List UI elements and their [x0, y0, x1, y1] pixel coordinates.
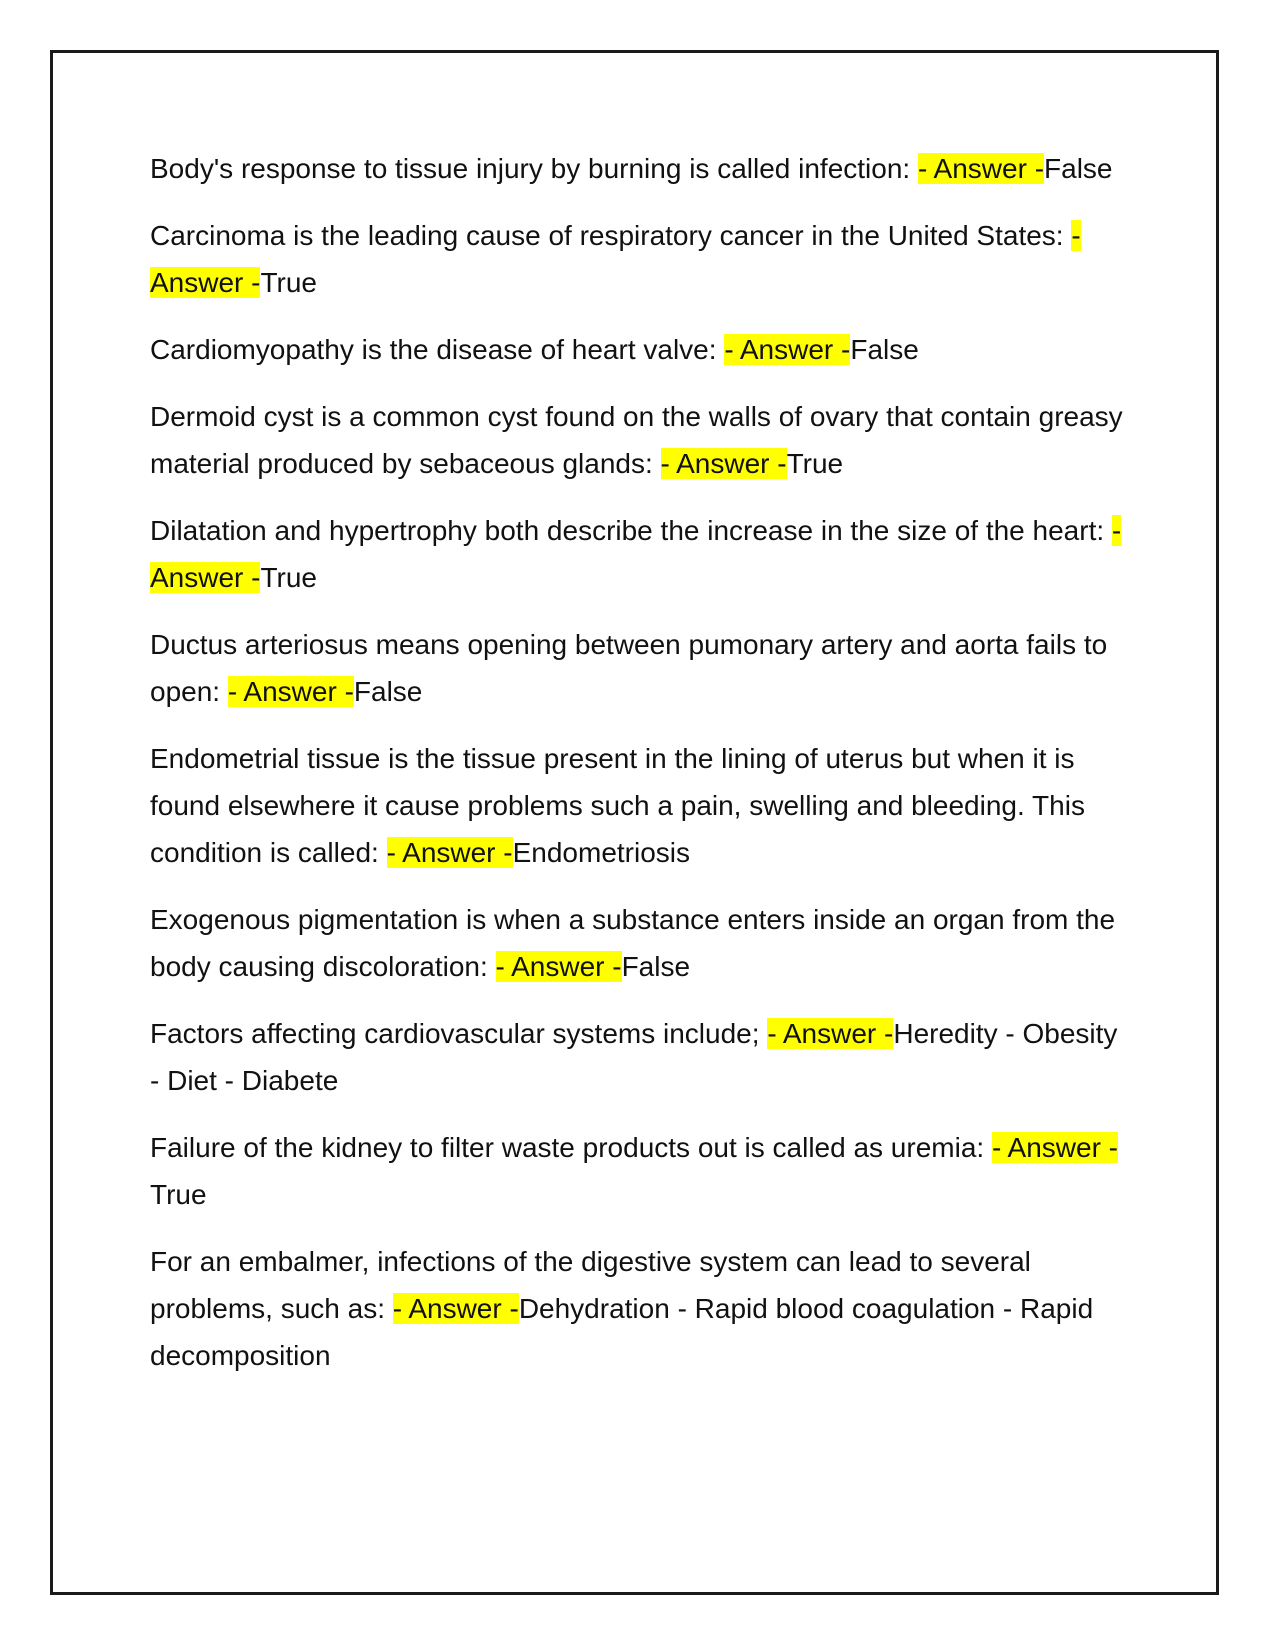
- qa-item: [150, 212, 1130, 306]
- question-text: Dermoid cyst is a common cyst found on the walls of ovary that contain greasy material produced by sebaceous glands:: [150, 401, 1123, 479]
- answer-text: False: [1044, 153, 1113, 184]
- qa-item: [150, 1124, 1130, 1218]
- answer-text: False: [353, 676, 423, 707]
- answer-marker: - Answer -: [392, 1293, 519, 1324]
- answer-marker: - Answer -: [150, 220, 1081, 298]
- answer-marker: - Answer -: [767, 1018, 894, 1049]
- qa-item: [150, 735, 1130, 876]
- answer-text: Dehydration - Rapid blood coagulation - Rapid decomposition: [150, 1293, 1094, 1371]
- qa-item: [150, 896, 1130, 990]
- answer-marker: - Answer -: [991, 1132, 1118, 1163]
- qa-list: [150, 145, 1130, 1399]
- question-text: Body's response to tissue injury by burning is called infection:: [150, 153, 918, 184]
- answer-text: True: [260, 267, 318, 298]
- qa-item: [150, 145, 1130, 192]
- answer-marker: - Answer -: [227, 676, 354, 707]
- answer-text: True: [786, 448, 844, 479]
- answer-text: False: [621, 951, 691, 982]
- question-text: Carcinoma is the leading cause of respiratory cancer in the United States:: [150, 220, 1072, 251]
- question-text: Exogenous pigmentation is when a substance enters inside an organ from the body causing discoloration:: [150, 904, 1116, 982]
- qa-item: [150, 621, 1130, 715]
- qa-item: [150, 326, 1130, 373]
- question-text: Dilatation and hypertrophy both describe the increase in the size of the heart:: [150, 515, 1112, 546]
- question-text: Cardiomyopathy is the disease of heart valve:: [150, 334, 725, 365]
- answer-marker: - Answer -: [386, 837, 513, 868]
- question-text: Factors affecting cardiovascular systems include;: [150, 1018, 768, 1049]
- question-text: Endometrial tissue is the tissue present in the lining of uterus but when it is found elsewhere it cause problems such a pain, swelling and bleeding. This condition is called:: [150, 743, 1085, 868]
- answer-marker: - Answer -: [150, 515, 1122, 593]
- answer-text: True: [260, 562, 318, 593]
- answer-marker: - Answer -: [724, 334, 851, 365]
- answer-text: True: [150, 1179, 207, 1210]
- question-text: Failure of the kidney to filter waste products out is called as uremia:: [150, 1132, 992, 1163]
- qa-item: [150, 1238, 1130, 1379]
- question-text: For an embalmer, infections of the digestive system can lead to several problems, such as:: [150, 1246, 1031, 1324]
- answer-text: Endometriosis: [512, 837, 691, 868]
- answer-marker: - Answer -: [495, 951, 622, 982]
- question-text: Ductus arteriosus means opening between pumonary artery and aorta fails to open:: [150, 629, 1108, 707]
- answer-text: Heredity - Obesity - Diet - Diabete: [150, 1018, 1118, 1096]
- qa-item: [150, 1010, 1130, 1104]
- qa-item: [150, 393, 1130, 487]
- qa-item: [150, 507, 1130, 601]
- answer-text: False: [850, 334, 919, 365]
- answer-marker: - Answer -: [917, 153, 1045, 184]
- answer-marker: - Answer -: [660, 448, 787, 479]
